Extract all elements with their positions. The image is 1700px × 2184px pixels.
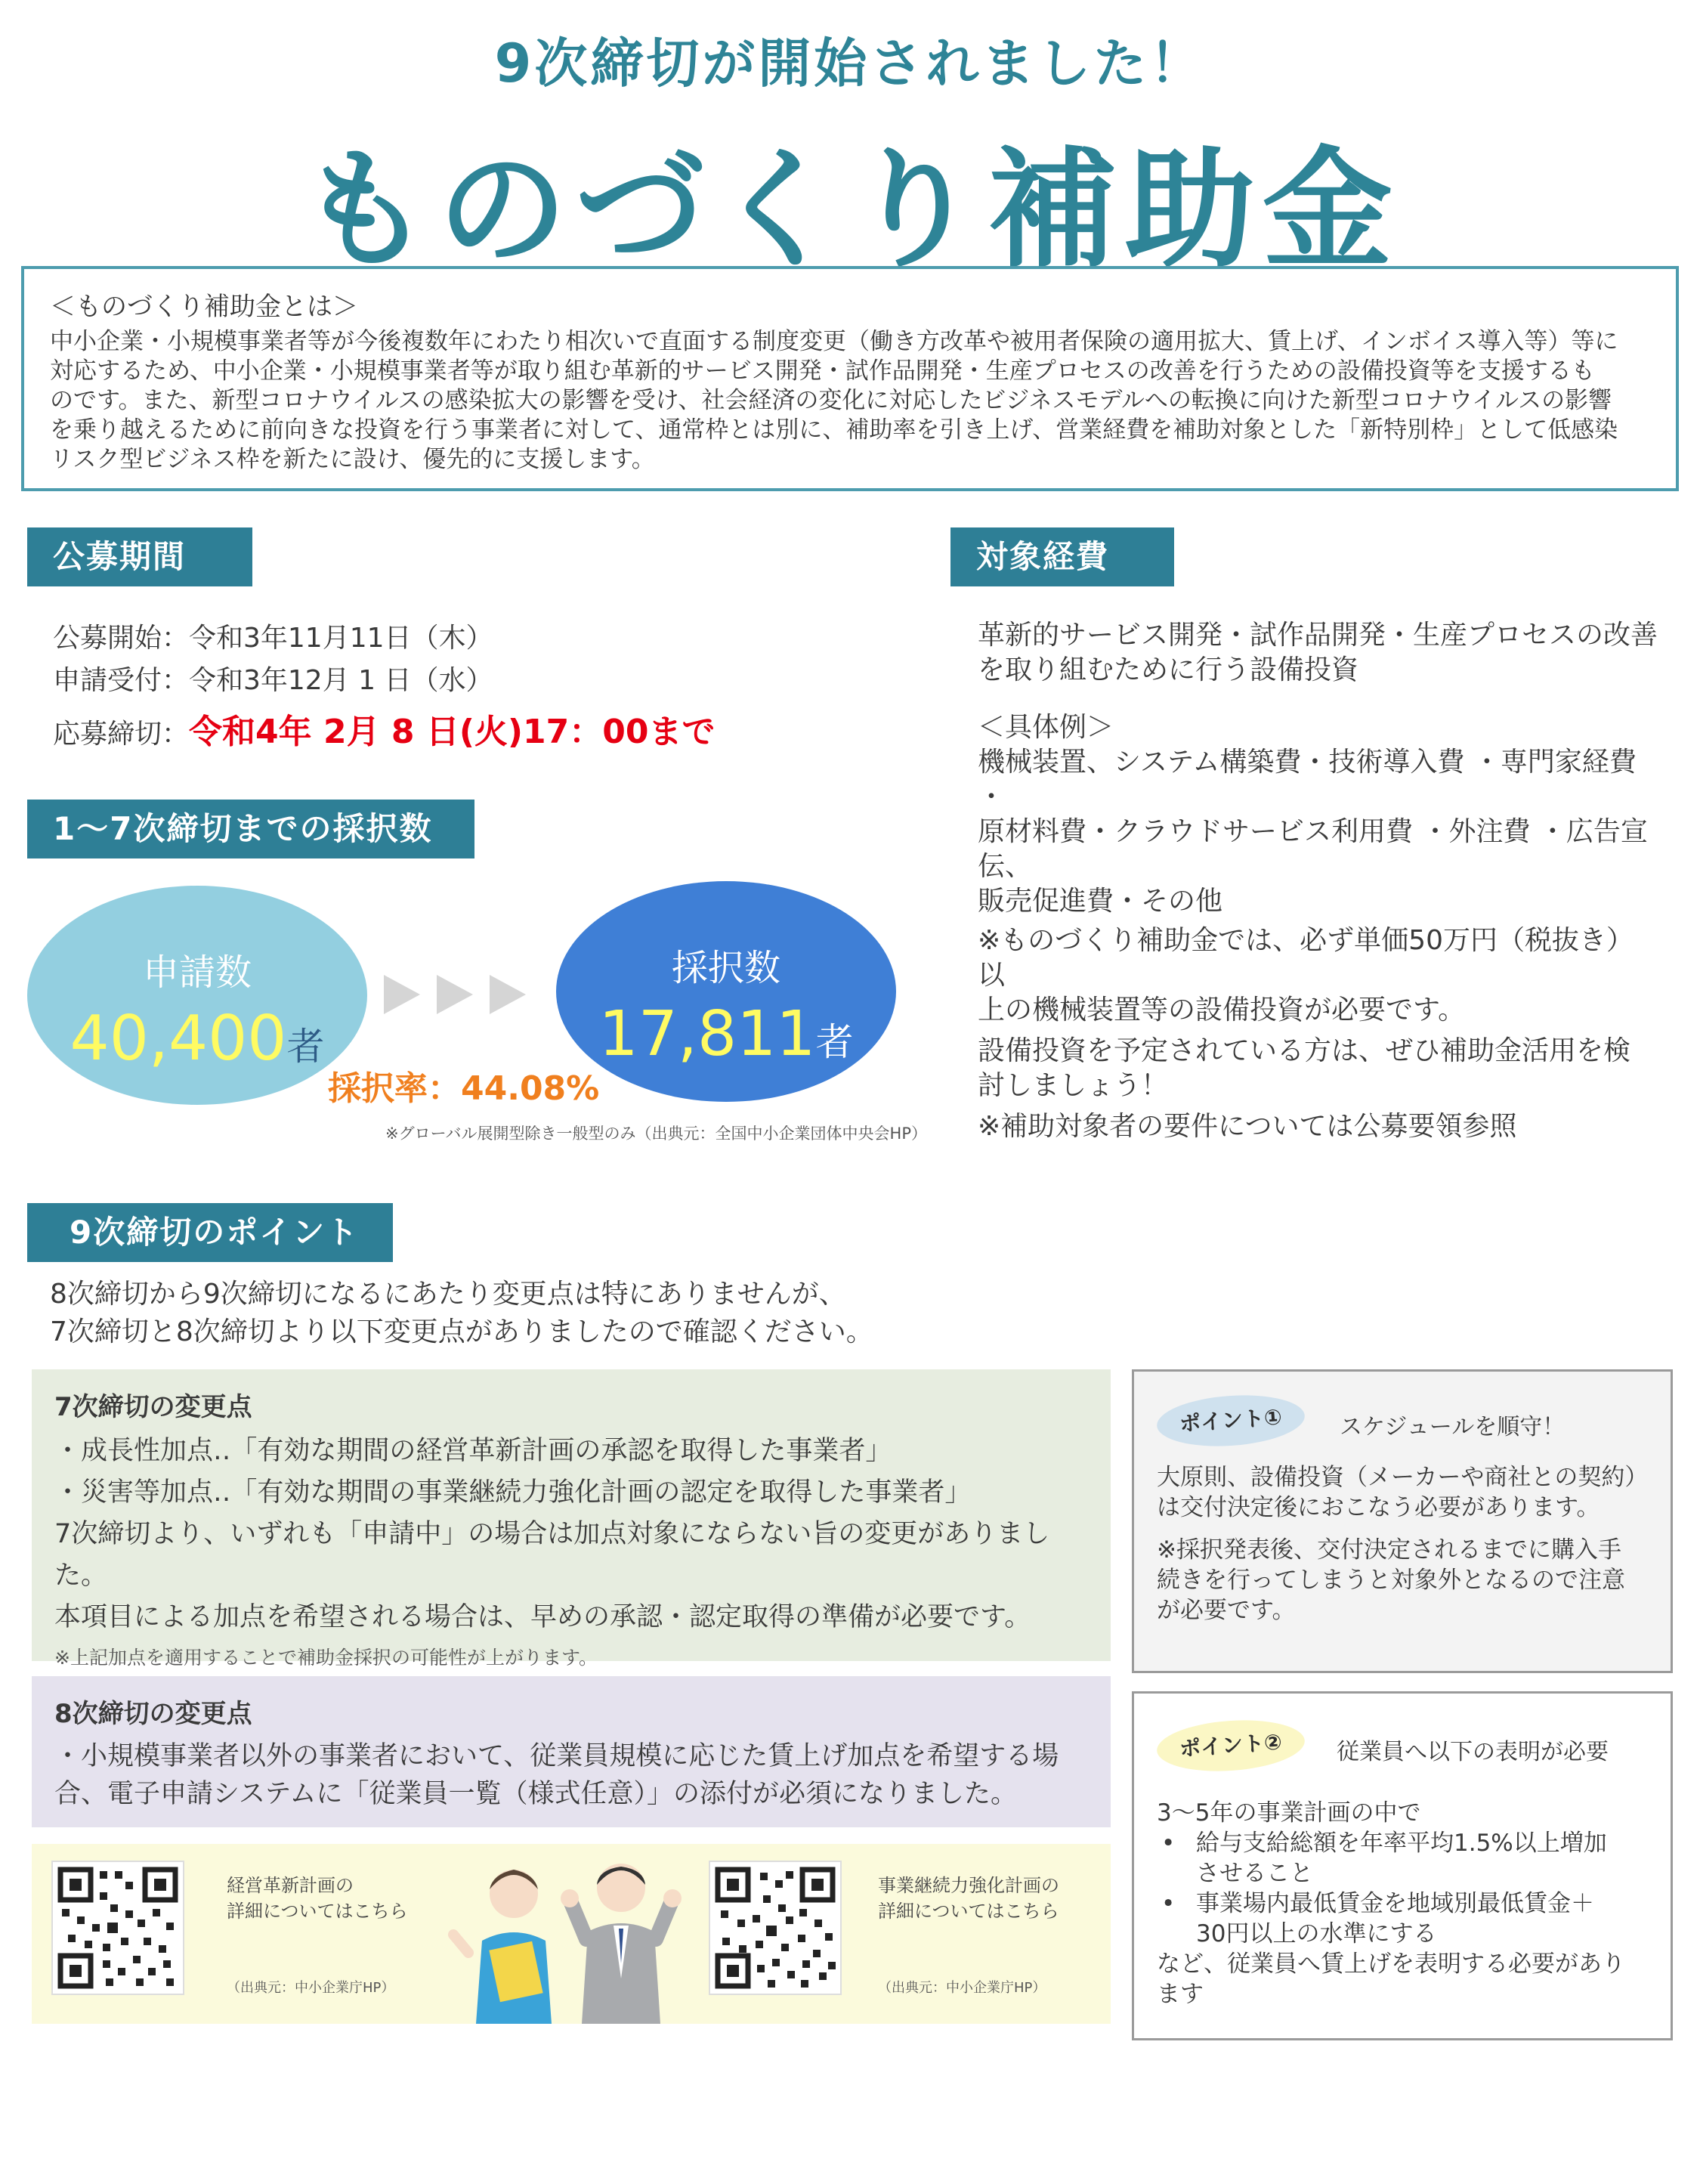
- bullet-icon: •: [1161, 1890, 1176, 1917]
- point2-title: 従業員へ以下の表明が必要: [1337, 1739, 1609, 1765]
- expenses-desc-line: を取り組むために行う設備投資: [978, 654, 1359, 685]
- deadline-value: 令和4年 2月 8 日(火)17：00まで: [189, 713, 716, 751]
- adopt-count-oval: [556, 881, 896, 1102]
- adopt-unit: 者: [815, 1020, 854, 1064]
- change7-line: 7次締切より、いずれも「申請中」の場合は加点対象にならない旨の変更がありました。: [54, 1519, 1050, 1591]
- apply-label: 申請数: [142, 951, 252, 994]
- qr-right-line: 事業継続力強化計画の: [878, 1875, 1059, 1896]
- apply-unit: 者: [286, 1025, 325, 1069]
- deadline-label: 応募締切：: [53, 719, 190, 750]
- point2-body: [1157, 1798, 1663, 2009]
- change7-line: ・災害等加点‥「有効な期間の事業継続力強化計画の認定を取得した事業者」: [54, 1477, 972, 1508]
- intro-line: のです。また、新型コロナウイルスの感染拡大の影響を受け、社会経済の変化に対応したビジネスモデルへの転換に向けた新型コロナウイルスの影響: [50, 387, 1612, 414]
- expenses-note1: ※ものづくり補助金では、必ず単価50万円（税抜き）以: [978, 925, 1634, 991]
- intro-line: を乗り越えるために前向きな投資を行う事業者に対して、通常枠とは別に、補助率を引き上げ、営業経費を補助対象とした「新特別枠」として低感染: [50, 416, 1618, 444]
- point2-intro: 3～5年の事業計画の中で: [1157, 1799, 1421, 1827]
- point2-bullet-line: 事業場内最低賃金を地域別最低賃金＋: [1196, 1890, 1594, 1917]
- change8-box: [32, 1676, 1111, 1827]
- period-start: 公募開始：令和3年11月11日（木）: [53, 623, 493, 654]
- point1-title: スケジュールを順守！: [1340, 1414, 1566, 1440]
- point1-line: が必要です。: [1157, 1597, 1296, 1624]
- qr-right-source: （出典元：中小企業庁HP）: [878, 1980, 1046, 1996]
- point2-bullet: [1157, 1828, 1663, 1889]
- period-accept: 申請受付：令和3年12月 1 日（水）: [53, 665, 493, 696]
- expenses-note1: 上の機械装置等の設備投資が必要です。: [978, 995, 1466, 1025]
- adopt-value: 17,811: [598, 998, 816, 1070]
- arrow-icon: [384, 972, 542, 1017]
- expenses-note2: 討しましょう！: [978, 1070, 1169, 1101]
- period-heading: 公募期間: [27, 527, 252, 586]
- expenses-desc-line: 革新的サービス開発・試作品開発・生産プロセスの改善: [978, 620, 1658, 651]
- period-deadline: [53, 704, 716, 753]
- expenses-note2: 設備投資を予定されている方は、ぜひ補助金活用を検: [978, 1035, 1631, 1066]
- apply-value: 40,400: [70, 1003, 287, 1075]
- page-subtitle: 9次締切が開始されました！: [494, 32, 1206, 94]
- point2-outro: ます: [1157, 1981, 1204, 2008]
- qr-code-icon[interactable]: [51, 1861, 184, 1995]
- point1-body: [1157, 1462, 1655, 1626]
- expenses-heading: 対象経費: [950, 527, 1174, 586]
- change8-line: ・小規模事業者以外の事業者において、従業員規模に応じた賃上げ加点を希望する場: [54, 1741, 1059, 1771]
- point1-line: 続きを行ってしまうと対象外となるので注意: [1157, 1567, 1625, 1594]
- intro-line: 中小企業・小規模事業者等が今後複数年にわたり相次いで直面する制度変更（働き方改革や被用者保険の適用拡大、賃上げ、インボイス導入等）等に: [50, 328, 1618, 355]
- point2-badge: ポイント②: [1155, 1715, 1306, 1776]
- change7-note: ※上記加点を適用することで補助金採択の可能性が上がります。: [54, 1647, 598, 1669]
- qr-left-source: （出典元：中小企業庁HP）: [227, 1980, 395, 1996]
- adoption-source: ※グローバル展開型除き一般型のみ（出典元：全国中小企業団体中央会HP）: [385, 1124, 927, 1143]
- expenses-body: [978, 618, 1658, 1144]
- point2-bullet-line: 給与支給総額を年率平均1.5%以上増加: [1196, 1830, 1607, 1857]
- intro-line: リスク型ビジネス枠を新たに設け、優先的に支援します。: [50, 446, 655, 473]
- change7-title: 7次締切の変更点: [54, 1392, 252, 1422]
- point2-bullet-line: させること: [1196, 1860, 1313, 1887]
- intro-body: [50, 327, 1650, 475]
- apply-count-oval: [27, 886, 367, 1105]
- qr-left-line: 経営革新計画の: [227, 1875, 354, 1896]
- bullet-icon: •: [1161, 1830, 1176, 1857]
- point1-line: は交付決定後におこなう必要があります。: [1157, 1494, 1600, 1521]
- intro-line: 対応するため、中小企業・小規模事業者等が取り組む革新的サービス開発・試作品開発・生産プロセスの改善を行うための設備投資等を支援するも: [50, 357, 1595, 385]
- apply-value-row: [27, 1003, 367, 1075]
- change8-line: 合、電子申請システムに「従業員一覧（様式任意）」の添付が必須になりました。: [54, 1779, 1018, 1809]
- points-intro-line: 7次締切と8次締切より以下変更点がありましたので確認ください。: [50, 1316, 873, 1347]
- point1-box: [1132, 1369, 1673, 1673]
- qr-right-line: 詳細についてはこちら: [878, 1901, 1059, 1922]
- change7-box: [32, 1369, 1111, 1669]
- point1-line: 大原則、設備投資（メーカーや商社との契約）: [1157, 1464, 1649, 1491]
- change7-line: ・成長性加点‥「有効な期間の経営革新計画の承認を取得した事業者」: [54, 1436, 892, 1466]
- points-intro-line: 8次締切から9次締切になるにあたり変更点は特にありませんが、: [50, 1279, 846, 1310]
- change8-title: 8次締切の変更点: [54, 1699, 252, 1729]
- qr-right-caption: [878, 1873, 1059, 1924]
- example-line: 機械装置、システム構築費・技術導入費 ・専門家経費 ・: [978, 747, 1637, 812]
- point2-bullet: [1157, 1889, 1663, 1949]
- point2-outro: など、従業員へ賃上げを表明する必要があり: [1157, 1950, 1625, 1978]
- qr-left-line: 詳細についてはこちら: [227, 1901, 408, 1922]
- point1-badge: ポイント①: [1155, 1391, 1306, 1451]
- page-title: ものづくり補助金: [300, 134, 1400, 286]
- intro-box: [21, 266, 1679, 491]
- people-illustration-icon: [446, 1850, 695, 2024]
- point2-box: [1132, 1691, 1673, 2040]
- example-heading: ＜具体例＞: [978, 712, 1114, 743]
- adoption-rate: 採択率：44.08%: [328, 1069, 600, 1108]
- point1-line: ※採択発表後、交付決定されるまでに購入手: [1157, 1536, 1621, 1564]
- points-intro: [50, 1276, 873, 1351]
- adopt-label: 採択数: [671, 947, 780, 989]
- points-heading: 9次締切のポイント: [27, 1203, 393, 1262]
- qr-left-caption: [227, 1873, 408, 1924]
- change7-line: 本項目による加点を希望される場合は、早めの承認・認定取得の準備が必要です。: [54, 1602, 1031, 1632]
- example-line: 販売促進費・その他: [978, 886, 1223, 917]
- intro-heading: ＜ものづくり補助金とは＞: [50, 292, 358, 322]
- example-line: 原材料費・クラウドサービス利用費 ・外注費 ・広告宣伝、: [978, 816, 1648, 882]
- adopt-value-row: [556, 998, 896, 1070]
- qr-code-icon[interactable]: [709, 1861, 842, 1995]
- qr-band: [32, 1844, 1111, 2024]
- expenses-note3: ※補助対象者の要件については公募要領参照: [978, 1111, 1517, 1142]
- point2-bullet-line: 30円以上の水準にする: [1196, 1920, 1437, 1947]
- adoption-heading: 1～7次締切までの採択数: [27, 800, 474, 858]
